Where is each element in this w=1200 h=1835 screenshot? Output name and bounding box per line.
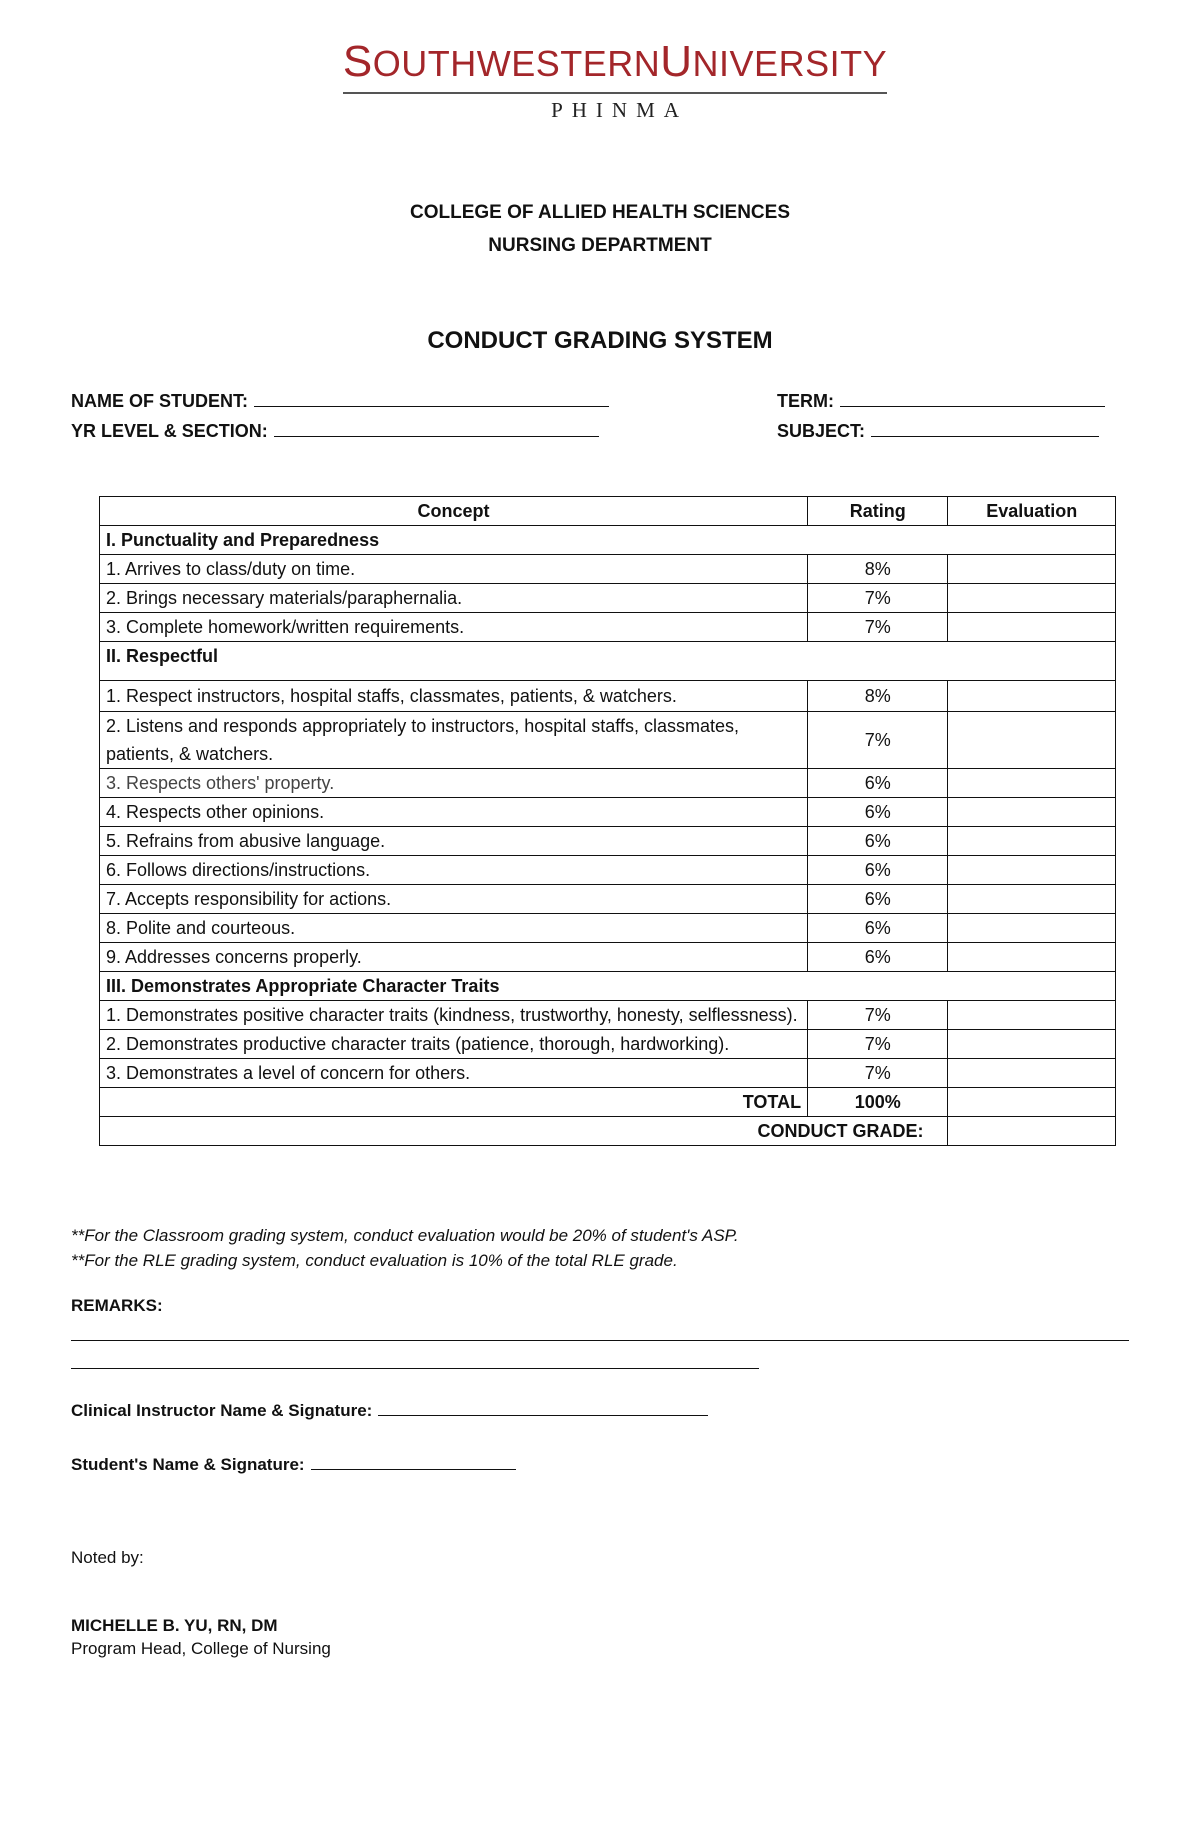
concept-cell: 2. Brings necessary materials/paraphernalia. [100, 584, 808, 613]
term-label: TERM: [777, 391, 834, 411]
rating-cell: 6% [808, 798, 948, 827]
concept-cell: 1. Respect instructors, hospital staffs, classmates, patients, & watchers. [100, 681, 808, 712]
section-title: I. Punctuality and Preparedness [100, 526, 1116, 555]
signatory-name: MICHELLE B. YU, RN, DM [71, 1616, 278, 1635]
yr-level-section-label: YR LEVEL & SECTION: [71, 421, 268, 441]
rating-cell: 7% [808, 712, 948, 769]
rating-cell: 7% [808, 584, 948, 613]
concept-cell: 1. Arrives to class/duty on time. [100, 555, 808, 584]
section-title: III. Demonstrates Appropriate Character Traits [100, 972, 1116, 1001]
rating-cell: 6% [808, 769, 948, 798]
rating-cell: 6% [808, 827, 948, 856]
table-row [100, 798, 1116, 827]
signatory-title: Program Head, College of Nursing [71, 1639, 331, 1658]
table-row [100, 827, 1116, 856]
logo-wordmark: SOUTHWESTERNUNIVERSITY [342, 37, 888, 86]
conduct-grade-cell[interactable] [948, 1117, 1116, 1146]
evaluation-cell[interactable] [948, 914, 1116, 943]
concept-cell: 1. Demonstrates positive character traits (kindness, trustworthy, honesty, selflessness). [100, 1001, 808, 1030]
concept-cell: 8. Polite and courteous. [100, 914, 808, 943]
total-label: TOTAL [100, 1088, 808, 1117]
concept-cell: 3. Demonstrates a level of concern for others. [100, 1059, 808, 1088]
remarks-label: REMARKS: [71, 1296, 163, 1315]
term-line[interactable] [840, 390, 1105, 407]
evaluation-cell[interactable] [948, 613, 1116, 642]
evaluation-cell[interactable] [948, 943, 1116, 972]
total-value: 100% [808, 1088, 948, 1117]
subject-line[interactable] [871, 420, 1099, 437]
table-row [100, 885, 1116, 914]
evaluation-cell[interactable] [948, 555, 1116, 584]
logo-divider [343, 92, 887, 94]
logo-subtitle: PHINMA [551, 98, 688, 122]
concept-cell: 5. Refrains from abusive language. [100, 827, 808, 856]
table-row [100, 769, 1116, 798]
section-row [100, 972, 1116, 1001]
yr-level-section-field [71, 420, 599, 442]
table-row [100, 1030, 1116, 1059]
table-row [100, 681, 1116, 712]
section-title: II. Respectful [100, 642, 1116, 681]
rating-cell: 8% [808, 555, 948, 584]
rating-cell: 6% [808, 914, 948, 943]
table-row [100, 1001, 1116, 1030]
university-logo [0, 37, 1200, 122]
rating-cell: 7% [808, 613, 948, 642]
section-row [100, 642, 1116, 681]
evaluation-header: Evaluation [948, 497, 1116, 526]
table-row [100, 1059, 1116, 1088]
rating-cell: 6% [808, 943, 948, 972]
ci-signature-line[interactable] [378, 1401, 708, 1416]
evaluation-cell[interactable] [948, 584, 1116, 613]
section-row [100, 526, 1116, 555]
table-row [100, 712, 1116, 769]
rle-note: **For the RLE grading system, conduct evaluation is 10% of the total RLE grade. [71, 1251, 678, 1270]
student-name-label: NAME OF STUDENT: [71, 391, 248, 411]
student-signature-line[interactable] [311, 1455, 516, 1470]
student-signature-field [71, 1455, 516, 1475]
evaluation-cell[interactable] [948, 712, 1116, 769]
concept-cell: 3. Respects others' property. [100, 769, 808, 798]
term-field [777, 390, 1105, 412]
total-row [100, 1088, 1116, 1117]
evaluation-cell[interactable] [948, 885, 1116, 914]
yr-level-section-line[interactable] [274, 420, 599, 437]
table-row [100, 613, 1116, 642]
table-row [100, 584, 1116, 613]
remarks-line-1[interactable] [71, 1340, 1129, 1341]
remarks-line-2[interactable] [71, 1368, 759, 1369]
evaluation-cell[interactable] [948, 1030, 1116, 1059]
evaluation-cell[interactable] [948, 1001, 1116, 1030]
table-row [100, 914, 1116, 943]
concept-cell: 2. Listens and responds appropriately to instructors, hospital staffs, classmates, patients, & watchers. [100, 712, 808, 769]
noted-by-label: Noted by: [71, 1548, 144, 1567]
table-row [100, 856, 1116, 885]
table-row [100, 555, 1116, 584]
ci-signature-label: Clinical Instructor Name & Signature: [71, 1401, 373, 1420]
rating-cell: 6% [808, 856, 948, 885]
concept-cell: 3. Complete homework/written requirements. [100, 613, 808, 642]
evaluation-cell[interactable] [948, 798, 1116, 827]
conduct-grading-table [99, 496, 1116, 1146]
subject-label: SUBJECT: [777, 421, 866, 441]
concept-cell: 4. Respects other opinions. [100, 798, 808, 827]
evaluation-cell[interactable] [948, 1059, 1116, 1088]
evaluation-cell[interactable] [948, 827, 1116, 856]
rating-cell: 8% [808, 681, 948, 712]
conduct-grade-row [100, 1117, 1116, 1146]
conduct-grade-label: CONDUCT GRADE: [100, 1117, 948, 1146]
concept-cell: 7. Accepts responsibility for actions. [100, 885, 808, 914]
concept-cell: 6. Follows directions/instructions. [100, 856, 808, 885]
page-title: CONDUCT GRADING SYSTEM [427, 327, 773, 354]
total-evaluation-cell[interactable] [948, 1088, 1116, 1117]
evaluation-cell[interactable] [948, 681, 1116, 712]
rating-cell: 7% [808, 1030, 948, 1059]
department-name: NURSING DEPARTMENT [488, 235, 712, 256]
concept-header: Concept [100, 497, 808, 526]
subject-field [777, 420, 1099, 442]
student-name-field [71, 390, 609, 412]
student-signature-label: Student's Name & Signature: [71, 1455, 305, 1474]
evaluation-cell[interactable] [948, 856, 1116, 885]
table-header-row [100, 497, 1116, 526]
concept-cell: 9. Addresses concerns properly. [100, 943, 808, 972]
college-name: COLLEGE OF ALLIED HEALTH SCIENCES [409, 202, 790, 223]
classroom-note: **For the Classroom grading system, conduct evaluation would be 20% of student's ASP. [71, 1226, 739, 1245]
evaluation-cell[interactable] [948, 769, 1116, 798]
ci-signature-field [71, 1401, 708, 1421]
rating-cell: 7% [808, 1059, 948, 1088]
student-name-line[interactable] [254, 390, 609, 407]
concept-cell: 2. Demonstrates productive character traits (patience, thorough, hardworking). [100, 1030, 808, 1059]
rating-cell: 7% [808, 1001, 948, 1030]
table-row [100, 943, 1116, 972]
rating-header: Rating [808, 497, 948, 526]
rating-cell: 6% [808, 885, 948, 914]
